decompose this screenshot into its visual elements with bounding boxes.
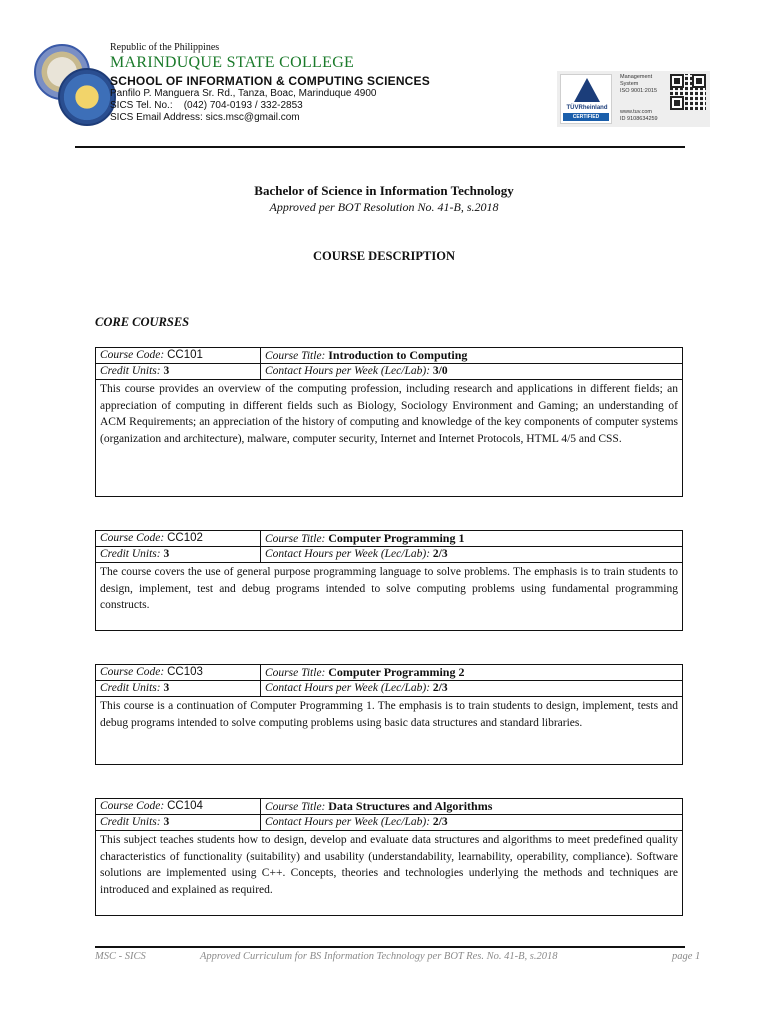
school-address: Panfilo P. Manguera Sr. Rd., Tanza, Boac, Marinduque 4900 [110, 88, 377, 99]
approval-line: Approved per BOT Resolution No. 41-B, s.2018 [269, 200, 499, 214]
course-title-label: Course Title: [265, 801, 326, 813]
credit-units-label: Credit Units: [100, 548, 161, 560]
contact-hours-label: Contact Hours per Week (Lec/Lab): [265, 548, 431, 560]
course-units-row [96, 681, 682, 697]
course-code-label: Course Code: [100, 666, 165, 678]
tuv-logo [560, 74, 612, 124]
course-title-label: Course Title: [265, 667, 326, 679]
credit-units-label: Credit Units: [100, 365, 161, 377]
course-description-heading: COURSE DESCRIPTION [312, 249, 456, 263]
course-units-row [96, 815, 682, 831]
letterhead [0, 0, 768, 150]
credit-units: 3 [163, 682, 170, 694]
cert-line-2: System [620, 81, 639, 87]
contact-hours: 2/3 [432, 682, 448, 694]
footer-curriculum: Approved Curriculum for BS Information Technology per BOT Res. No. 41-B, s.2018 [200, 951, 558, 962]
course-title-label: Course Title: [265, 533, 326, 545]
credit-units: 3 [163, 548, 170, 560]
course-code-label: Course Code: [100, 349, 165, 361]
footer-org: MSC - SICS [95, 951, 146, 962]
course-title-label: Course Title: [265, 350, 326, 362]
course-table-cc101 [95, 347, 683, 497]
cert-id: ID 9108634259 [620, 116, 658, 122]
course-header-row [96, 665, 682, 681]
school-info [110, 42, 430, 124]
school-seal-icon [58, 68, 116, 126]
tuv-brand: TÜVRheinland [566, 105, 608, 111]
footer-page-number: page 1 [672, 951, 701, 962]
credit-units-label: Credit Units: [100, 816, 161, 828]
school-name: SCHOOL OF INFORMATION & COMPUTING SCIENCES [110, 74, 430, 88]
course-title: Computer Programming 2 [328, 665, 465, 679]
republic-line: Republic of the Philippines [110, 42, 220, 53]
cert-site: www.tuv.com [620, 109, 652, 115]
credit-units-label: Credit Units: [100, 682, 161, 694]
cert-line-3: ISO 9001:2015 [620, 88, 658, 94]
course-code-label: Course Code: [100, 532, 165, 544]
course-code: CC102 [167, 532, 203, 544]
course-header-row [96, 531, 682, 547]
course-code: CC104 [167, 800, 203, 812]
college-seals [34, 42, 120, 122]
course-table-cc104 [95, 798, 683, 916]
contact-hours-label: Contact Hours per Week (Lec/Lab): [265, 682, 431, 694]
course-code: CC101 [167, 349, 203, 361]
core-courses-heading: CORE COURSES [95, 315, 190, 329]
course-header-row [96, 348, 682, 364]
course-table-cc103 [95, 664, 683, 765]
contact-hours: 2/3 [432, 816, 448, 828]
course-description: This course provides an overview of the computing profession, including research and applications in different fields; an appreciation of computing in different fields such as Biology, Sociology Environment and Gaming; an understanding of ACM Requirements; an appreciation of the history of computing and knowledge of the key components of computer systems (organization and architecture), malware, computer security, Internet and Internet Protocols, HTML 4/5 and CSS. [100, 383, 678, 445]
course-description: This subject teaches students how to design, develop and evaluate data structures and algorithms to meet predefined quality characteristics of functionality (suitability) and usability (understandability, learnability, operability, compliance). Software solutions are implemented using C++. Concepts, theories and technologies underlying the methods and techniques are introduced and explained as required. [100, 834, 678, 896]
cert-line-1: Management [620, 74, 653, 80]
qr-code-icon [670, 74, 706, 110]
course-units-row [96, 547, 682, 563]
course-header-row [96, 799, 682, 815]
course-table-cc102 [95, 530, 683, 631]
course-title: Computer Programming 1 [328, 531, 465, 545]
course-description: This course is a continuation of Computer Programming 1. The emphasis is to train students to design, implement, tests and debug programs intended to solve computing problems using basic data structures and standard libraries. [100, 700, 678, 729]
credit-units: 3 [163, 365, 170, 377]
contact-hours-label: Contact Hours per Week (Lec/Lab): [265, 816, 431, 828]
contact-hours: 2/3 [432, 548, 448, 560]
course-description: The course covers the use of general purpose programming language to solve problems. The emphasis is to train students to design, implement, test and debug programs intended to solve computing problems using fundamental programming constructs. [100, 566, 678, 612]
certification-text [620, 74, 658, 123]
contact-hours-label: Contact Hours per Week (Lec/Lab): [265, 365, 431, 377]
school-telephone: SICS Tel. No.: (042) 704-0193 / 332-2853 [110, 100, 303, 111]
credit-units: 3 [163, 816, 170, 828]
iso-certification-badge [557, 71, 710, 127]
college-name: MARINDUQUE STATE COLLEGE [110, 54, 355, 71]
course-title: Data Structures and Algorithms [328, 799, 493, 813]
course-code-label: Course Code: [100, 800, 165, 812]
contact-hours: 3/0 [432, 365, 448, 377]
course-units-row [96, 364, 682, 380]
course-code: CC103 [167, 666, 203, 678]
tuv-triangle-icon [574, 78, 600, 102]
school-email: SICS Email Address: sics.msc@gmail.com [110, 112, 300, 123]
degree-title: Bachelor of Science in Information Technology [254, 183, 514, 198]
course-title: Introduction to Computing [328, 348, 468, 362]
footer-divider [95, 946, 685, 948]
certified-label: CERTIFIED [563, 113, 609, 121]
header-divider [75, 146, 685, 148]
